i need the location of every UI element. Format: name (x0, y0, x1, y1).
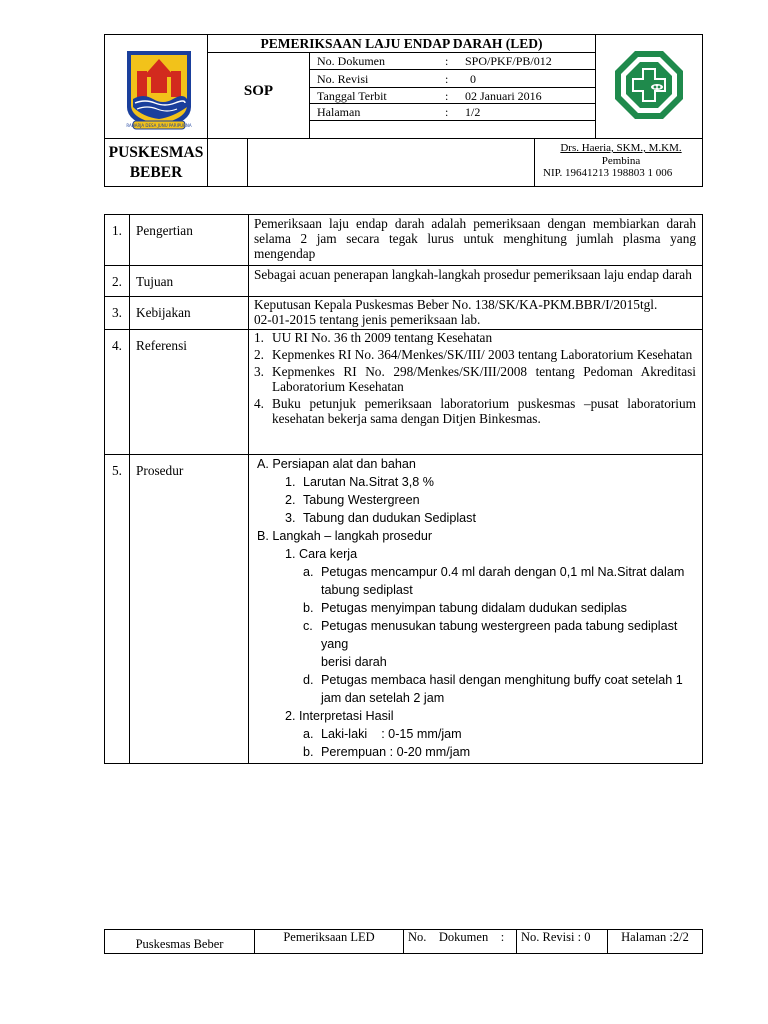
section-text: Sebagai acuan penerapan langkah-langkah prosedur pemeriksaan laju endap darah (249, 266, 703, 297)
meta-row-no-revisi: No. Revisi : 0 (317, 72, 476, 86)
section-prosedur (105, 455, 703, 764)
prosedur-b-title: B. Langkah – langkah prosedur (257, 529, 433, 543)
document-header (104, 34, 703, 187)
prosedur-a-title: A. Persiapan alat dan bahan (257, 457, 416, 471)
section-kebijakan (105, 297, 703, 330)
list-item: 1. UU RI No. 36 th 2009 tentang Kesehatan (254, 330, 493, 345)
footer-no-dokumen: No. Dokumen : (404, 930, 517, 954)
section-number: 5. (105, 455, 130, 764)
document-title: PEMERIKSAAN LAJU ENDAP DARAH (LED) (260, 36, 543, 51)
signatory-nip: NIP. 19641213 198803 1 006 (543, 167, 673, 179)
list-item: 2. Tabung Westergreen (285, 493, 420, 507)
section-number: 2. (105, 266, 130, 297)
prosedur-body (249, 455, 703, 764)
meta-row-no-dokumen: No. Dokumen : SPO/PKF/PB/012 (317, 54, 552, 68)
section-referensi (105, 330, 703, 455)
section-number: 1. (105, 215, 130, 266)
regency-logo (123, 47, 195, 133)
meta-row-halaman: Halaman : 1/2 (317, 105, 481, 119)
kebijakan-line1: Keputusan Kepala Puskesmas Beber No. 138/SK/KA-PKM.BBR/I/2015tgl. (254, 297, 658, 312)
list-item: 1. Larutan Na.Sitrat 3,8 % (285, 475, 434, 489)
section-label: Prosedur (130, 455, 249, 764)
list-item: 3. Kepmenkes RI No. 298/Menkes/SK/III/2008 tentang Pedoman Akreditasi Laboratorium Kesehatan (254, 364, 696, 394)
section-label: Kebijakan (130, 297, 249, 330)
signatory-name: Drs. Haeria, SKM., M.KM. (560, 142, 682, 154)
signatory-role: Pembina (601, 154, 641, 167)
list-item: 4. Buku petunjuk pemeriksaan laboratorium puskesmas –pusat laboratorium kesehatan bekerja sama dengan Ditjen Binkesmas. (254, 396, 696, 426)
footer-doc-title: Pemeriksaan LED (255, 930, 404, 954)
section-label: Referensi (130, 330, 249, 455)
list-item: c. Petugas menusukan tabung westergreen pada tabung sediplast yang berisi darah (303, 619, 678, 669)
section-number: 4. (105, 330, 130, 455)
list-item: d. Petugas membaca hasil dengan menghitung buffy coat setelah 1 jam dan setelah 2 jam (303, 673, 683, 705)
list-item: 2. Kepmenkes RI No. 364/Menkes/SK/III/ 2003 tentang Laboratorium Kesehatan (254, 347, 693, 362)
footer-revisi: No. Revisi : 0 (517, 930, 608, 954)
meta-row-tanggal-terbit: Tanggal Terbit : 02 Januari 2016 (317, 89, 542, 103)
document-footer (104, 929, 703, 954)
section-label: Tujuan (130, 266, 249, 297)
list-item: a. Petugas mencampur 0.4 ml darah dengan 0,1 ml Na.Sitrat dalam tabung sediplast (303, 565, 685, 597)
sop-content-table (104, 214, 703, 764)
logo-motto-text: RAHARJA DESA JUNU PARIPURNA (126, 123, 192, 128)
list-item: b. Perempuan : 0-20 mm/jam (303, 745, 471, 759)
sop-label: SOP (243, 83, 274, 99)
section-tujuan (105, 266, 703, 297)
org-name-line1: PUSKESMAS (108, 144, 204, 161)
referensi-list (249, 330, 703, 455)
list-item: 3. Tabung dan dudukan Sediplast (285, 511, 476, 525)
section-text (249, 297, 703, 330)
list-item: a. Laki-laki : 0-15 mm/jam (303, 727, 462, 741)
section-text: Pemeriksaan laju endap darah adalah pemeriksaan dengan membiarkan darah selama 2 jam secara tegak lurus untuk menghitung jumlah plasma yang mengendap (249, 215, 703, 266)
signatory-block (541, 142, 701, 180)
section-number: 3. (105, 297, 130, 330)
puskesmas-health-logo (613, 49, 685, 121)
prosedur-b1-title: 1. Cara kerja (285, 547, 358, 561)
footer-halaman: Halaman :2/2 (608, 930, 703, 954)
org-name-line2: BEBER (129, 164, 183, 181)
section-pengertian (105, 215, 703, 266)
section-label: Pengertian (130, 215, 249, 266)
org-name (105, 143, 207, 183)
kebijakan-line2: 02-01-2015 tentang jenis pemeriksaan lab. (254, 312, 481, 327)
list-item: b. Petugas menyimpan tabung didalam dudukan sediplas (303, 601, 627, 615)
footer-org: Puskesmas Beber (105, 930, 255, 954)
prosedur-b2-title: 2. Interpretasi Hasil (285, 709, 394, 723)
